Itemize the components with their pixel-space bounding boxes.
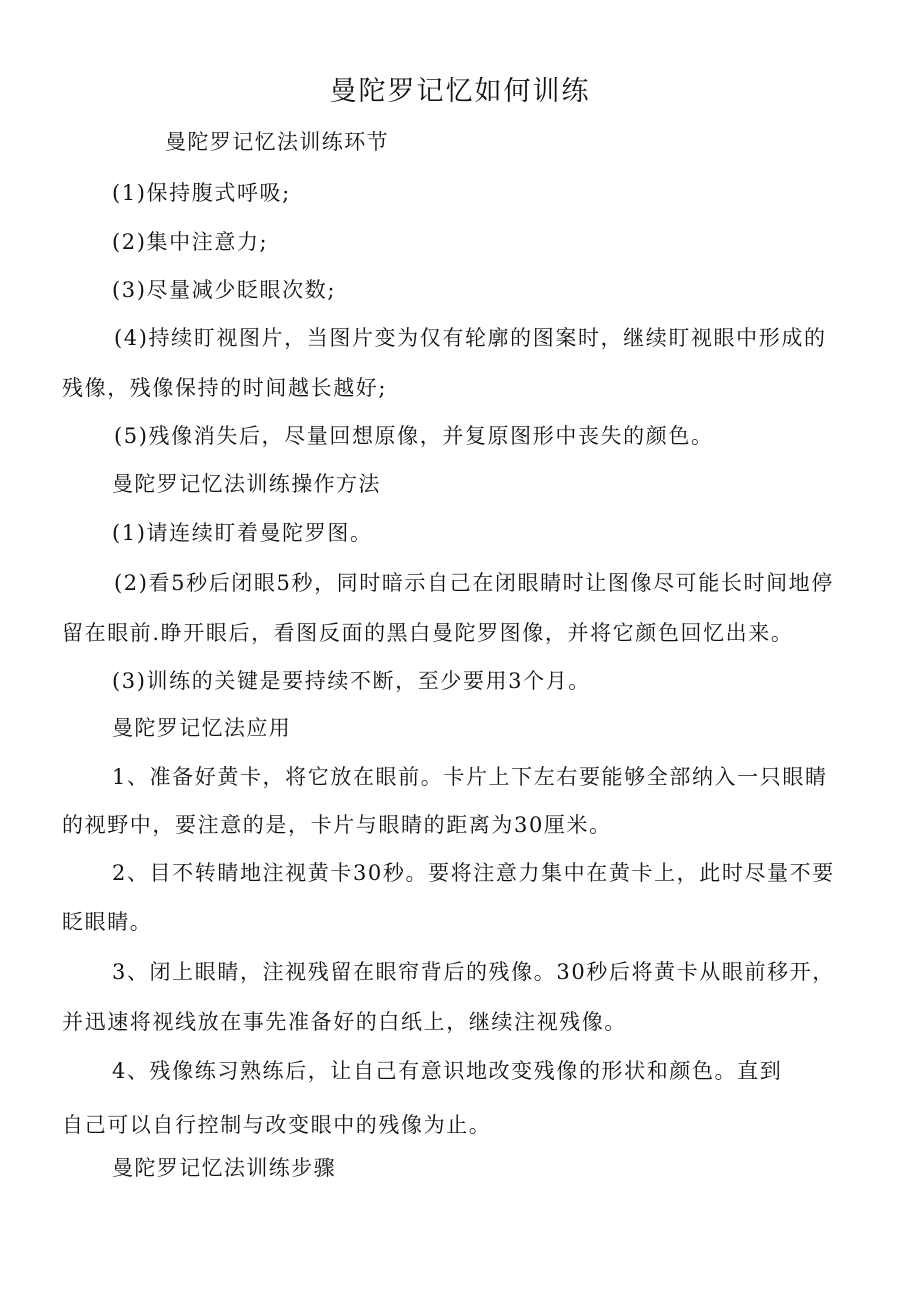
list-item: (2)集中注意力; xyxy=(112,230,269,254)
paragraph-line: 的视野中，要注意的是，卡片与眼睛的距离为30厘米。 xyxy=(62,813,612,837)
paragraph-line: 3、闭上眼睛，注视残留在眼帘背后的残像。30秒后将黄卡从眼前移开， xyxy=(112,960,835,984)
list-item: (4)持续盯视图片，当图片变为仅有轮廓的图案时，继续盯视眼中形成的 xyxy=(114,326,827,350)
list-item: (3)尽量减少眨眼次数; xyxy=(112,278,337,302)
list-item: (1)保持腹式呼吸; xyxy=(112,181,291,205)
section-heading-training-procedure: 曼陀罗记忆法训练步骤 xyxy=(112,1156,336,1180)
paragraph-line: 眨眼睛。 xyxy=(62,910,153,934)
paragraph-line: 1、准备好黄卡，将它放在眼前。卡片上下左右要能够全部纳入一只眼睛 xyxy=(112,765,828,789)
list-item: (2)看5秒后闭眼5秒，同时暗示自己在闭眼睛时让图像尽可能长时间地停 xyxy=(114,571,834,595)
list-item-continuation: 留在眼前.睁开眼后，看图反面的黑白曼陀罗图像，并将它颜色回忆出来。 xyxy=(62,621,794,645)
list-item: (3)训练的关键是要持续不断，至少要用3个月。 xyxy=(112,669,591,693)
section-heading-training-steps: 曼陀罗记忆法训练环节 xyxy=(165,130,389,154)
paragraph-line: 自己可以自行控制与改变眼中的残像为止。 xyxy=(62,1113,492,1137)
paragraph-line: 4、残像练习熟练后，让自己有意识地改变残像的形状和颜色。直到 xyxy=(112,1059,783,1083)
document-title: 曼陀罗记忆如何训练 xyxy=(329,76,591,107)
paragraph-line: 并迅速将视线放在事先准备好的白纸上，继续注视残像。 xyxy=(62,1010,627,1034)
list-item: (1)请连续盯着曼陀罗图。 xyxy=(112,521,373,545)
paragraph-line: 2、目不转睛地注视黄卡30秒。要将注意力集中在黄卡上，此时尽量不要 xyxy=(112,861,835,885)
list-item-continuation: 残像，残像保持的时间越长越好; xyxy=(62,376,388,400)
section-heading-application: 曼陀罗记忆法应用 xyxy=(112,716,292,740)
section-heading-operation-method: 曼陀罗记忆法训练操作方法 xyxy=(112,472,381,496)
list-item: (5)残像消失后，尽量回想原像，并复原图形中丧失的颜色。 xyxy=(114,424,714,448)
